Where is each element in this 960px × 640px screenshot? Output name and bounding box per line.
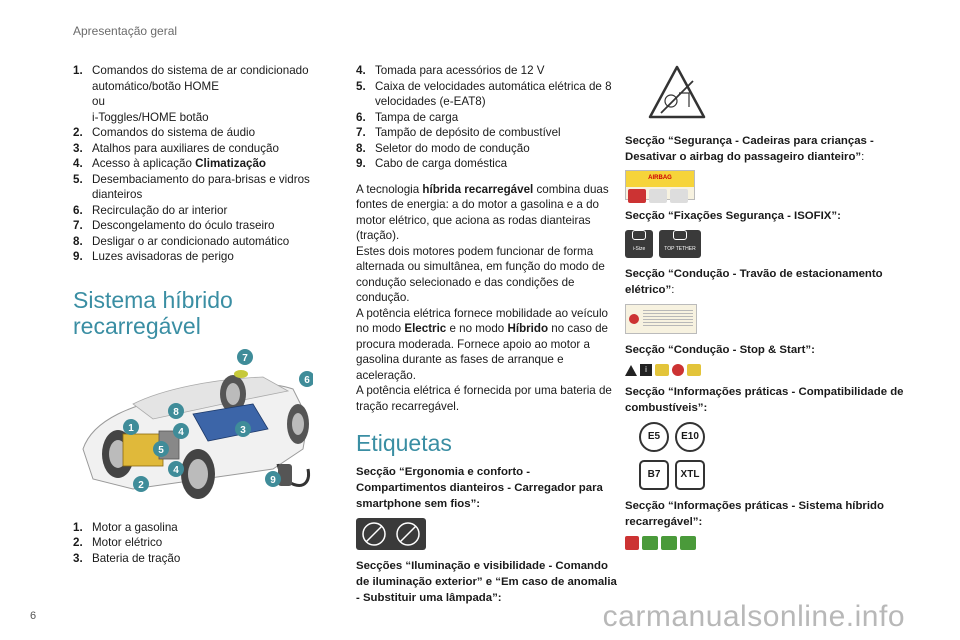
list-item: 6. Tampa de carga (356, 110, 459, 124)
isize-label: i-Size (625, 230, 653, 258)
svg-text:2: 2 (138, 479, 144, 491)
section-ergonomia: Secção “Ergonomia e conforto - Compartimentos dianteiros - Carregador para smartphone sem fios”: (356, 466, 603, 510)
fuel-compat-row-1 (639, 422, 925, 452)
page-number: 6 (30, 610, 37, 622)
hybrid-system-label (625, 536, 925, 550)
list-item: 7. Descongelamento do óculo traseiro (73, 219, 275, 232)
child-seat-icon (649, 189, 667, 203)
svg-text:6: 6 (304, 374, 310, 386)
list-item: 9. Luzes avisadoras de perigo (73, 250, 234, 263)
list-item: 3. Atalhos para auxiliares de condução (73, 141, 279, 155)
list-item: 1. Motor a gasolina (73, 520, 178, 534)
warning-triangle-icon (647, 63, 707, 123)
info-icon: i (640, 364, 652, 376)
parking-brake-label (625, 304, 697, 334)
svg-text:4: 4 (178, 426, 184, 438)
list-item: 3. Bateria de tração (73, 551, 181, 565)
stop-start-icon (655, 364, 669, 376)
callout-4b (168, 461, 184, 477)
list-item: 2. Comandos do sistema de áudio (73, 126, 256, 139)
battery-icon (687, 364, 701, 376)
section-hibrido: Secção “Informações práticas - Sistema híbrido recarregável”: (625, 500, 884, 528)
section-combustiveis: Secção “Informações práticas - Compatibilidade de combustíveis”: (625, 386, 904, 414)
high-voltage-icon (625, 536, 639, 550)
no-fuel-icon (672, 364, 684, 376)
no-phone-icon (361, 521, 387, 547)
brake-warning-icon (629, 314, 639, 324)
section-isofix: Secção “Fixações Segurança - ISOFIX”: (625, 210, 841, 222)
callout-6 (299, 371, 313, 387)
list-item: 2. Motor elétrico (73, 536, 163, 549)
callout-4a (173, 423, 189, 439)
isofix-labels (625, 230, 925, 258)
watermark: carmanualsonline.info (602, 600, 905, 633)
airbag-icon (670, 189, 688, 203)
column-right (625, 63, 925, 550)
warning-triangle-icon (625, 365, 637, 376)
list-item: 5. Caixa de velocidades automática elétrica de 8 velocidades (e-EAT8) (356, 79, 612, 108)
callout-2 (133, 476, 149, 492)
svg-text:9: 9 (270, 474, 276, 486)
fuel-compat-row-2 (639, 460, 925, 490)
section-stopstart: Secção “Condução - Stop & Start”: (625, 344, 815, 356)
svg-text:3: 3 (240, 424, 246, 436)
step-2-icon (661, 536, 677, 550)
section-heading-hybrid: Sistema híbrido recarregável (73, 286, 233, 339)
callout-5 (153, 441, 169, 457)
wireless-charger-labels (356, 518, 618, 550)
hybrid-description: A tecnologia híbrida recarregável combina duas fontes de energia: a do motor a gasolina e a do motor elétrico, que aciona as rodas dianteiras (tração). Estes dois motores podem funcionar de forma alternada ou simultânea, em função do modo de condução selecionado e das condições de condução. A potência elétrica fornece mobilidade ao veículo no modo Electric e no modo Híbrido no caso de procura moderada. Fornece apoio ao motor a gasolina durante as fases de arranque e aceleração. A potência elétrica é fornecida por uma bateria de tração recarregável. (356, 182, 612, 413)
callout-7 (237, 349, 253, 365)
svg-text:8: 8 (173, 406, 179, 418)
list-item: 8. Seletor do modo de condução (356, 141, 530, 155)
page-header: Apresentação geral (73, 24, 178, 38)
list-item: 9. Cabo de carga doméstica (356, 157, 508, 170)
fuel-e5-icon: E5 (639, 422, 669, 452)
section-heading-labels: Etiquetas (356, 430, 452, 456)
airbag-label-title: AIRBAG (626, 171, 694, 187)
components-list (73, 520, 313, 567)
column-left (73, 63, 313, 566)
fuel-xtl-icon: XTL (675, 460, 705, 490)
components-list-cont (356, 63, 618, 172)
svg-text:1: 1 (128, 422, 134, 434)
list-item: 4. Acesso à aplicação Climatização (73, 157, 267, 170)
list-item: 7. Tampão de depósito de combustível (356, 126, 561, 139)
svg-text:5: 5 (158, 444, 164, 456)
car-illustration (73, 349, 313, 514)
section-seguranca: Secção “Segurança - Cadeiras para crianças - Desativar o airbag do passageiro dianteiro”: (625, 135, 874, 163)
wireless-charger-label (356, 518, 426, 550)
controls-list (73, 63, 313, 265)
no-card-icon (395, 521, 421, 547)
no-child-seat-icon (628, 189, 646, 203)
callout-3 (235, 421, 251, 437)
child-seat-icon (632, 230, 646, 240)
list-item: 4. Tomada para acessórios de 12 V (356, 64, 545, 77)
list-item: 8. Desligar o ar condicionado automático (73, 234, 290, 248)
list-item: 5. Desembaciamento do para-brisas e vidros dianteiros (73, 172, 310, 201)
airbag-label (625, 170, 695, 200)
tether-anchor-icon (673, 230, 687, 240)
list-item: 1. Comandos do sistema de ar condicionado automático/botão HOME ou i-Toggles/HOME botão (73, 64, 309, 124)
fuel-e10-icon: E10 (675, 422, 705, 452)
stop-start-label (625, 364, 925, 376)
label-text-lines (643, 310, 693, 328)
list-item: 6. Recirculação do ar interior (73, 203, 228, 217)
callout-9 (265, 471, 281, 487)
section-travao: Secção “Condução - Travão de estacionamento elétrico”: (625, 268, 883, 296)
svg-text:7: 7 (242, 352, 248, 364)
hybrid-car-diagram (73, 349, 313, 514)
section-iluminacao: Secções “Iluminação e visibilidade - Comando de iluminação exterior” e “Em caso de anomalia - Substituir uma lâmpada”: (356, 560, 617, 604)
column-middle (356, 63, 618, 606)
fuel-b7-icon: B7 (639, 460, 669, 490)
step-1-icon (642, 536, 658, 550)
safe-icon (680, 536, 696, 550)
top-tether-label: TOP TETHER (659, 230, 701, 258)
svg-text:4: 4 (173, 464, 179, 476)
airbag-warning-triangle (647, 63, 707, 123)
callout-1 (123, 419, 139, 435)
callout-8 (168, 403, 184, 419)
